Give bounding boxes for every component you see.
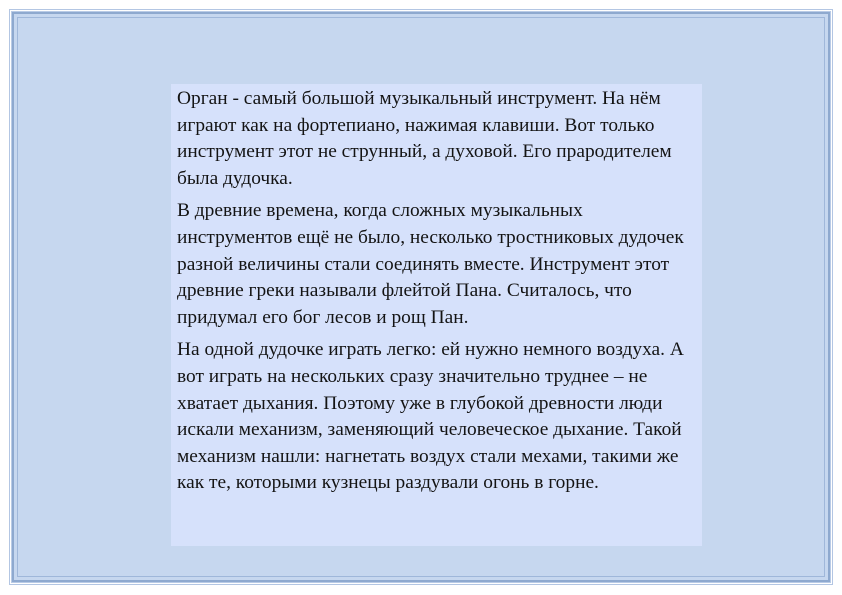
paragraph-organ-intro: Орган - самый большой музыкальный инструмент. На нём играют как на фортепиано, нажимая клавиши. Вот только инструмент этот не струнный, а духовой. Его прародителем была дудочка. [177, 88, 672, 189]
text-box [171, 84, 702, 546]
paragraph-pan-flute: В древние времена, когда сложных музыкальных инструментов ещё не было, несколько тростниковых дудочек разной величины стали соединять вместе. Инструмент этот древние греки называли флейтой Пана. Считалось, что придумал его бог лесов и рощ Пан. [177, 200, 684, 328]
paragraph-bellows: На одной дудочке играть легко: ей нужно немного воздуха. А вот играть на нескольких сразу значительно труднее – не хватает дыхания. Поэтому уже в глубокой древности люди искали механизм, заменяющий человеческое дыхание. Такой механизм нашли: нагнетать воздух стали мехами, такими же как те, которыми кузнецы раздували огонь в горне. [177, 339, 684, 494]
